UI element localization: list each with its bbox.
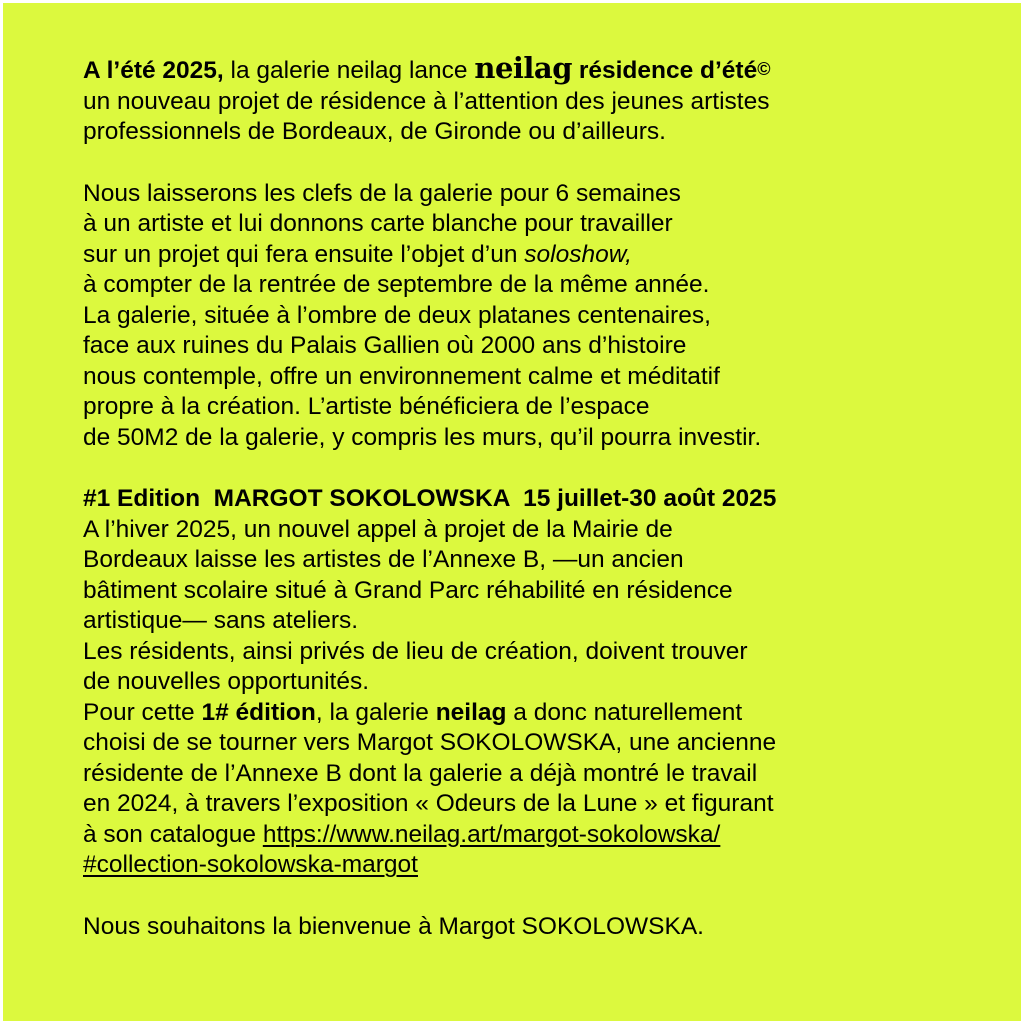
description-line: La galerie, située à l’ombre de deux platanes centenaires, [83, 301, 711, 329]
edition-line: résidente de l’Annexe B dont la galerie a déjà montré le travail [83, 759, 758, 787]
description-line: nous contemple, offre un environnement calme et méditatif [83, 362, 720, 390]
edition-line: bâtiment scolaire situé à Grand Parc réhabilité en résidence [83, 576, 733, 604]
description-line: Nous laisserons les clefs de la galerie pour 6 semaines [83, 179, 681, 207]
description-line: face aux ruines du Palais Gallien où 2000 ans d’histoire [83, 332, 687, 359]
catalogue-link-anchor[interactable]: #collection-sokolowska-margot [83, 851, 418, 878]
poster-content [83, 53, 983, 942]
edition-number: 1# édition [201, 698, 316, 726]
edition-line: de nouvelles opportunités. [83, 668, 370, 695]
closing-paragraph [83, 912, 983, 943]
intro-line-2: un nouveau projet de résidence à l’attention des jeunes artistes [83, 87, 770, 115]
intro-text: la galerie neilag lance [223, 57, 475, 84]
description-line: à compter de la rentrée de septembre de la même année. [83, 271, 710, 298]
edition-text: à son catalogue [83, 820, 263, 848]
edition-paragraph [83, 484, 983, 881]
intro-lead: A l’été 2025, [83, 57, 224, 84]
closing-line: Nous souhaitons la bienvenue à Margot SOKOLOWSKA. [83, 912, 704, 940]
gallery-name: neilag [435, 698, 507, 726]
edition-line: Les résidents, ainsi privés de lieu de création, doivent trouver [83, 637, 748, 665]
brand-logo: neilag [474, 51, 572, 85]
intro-paragraph [83, 53, 983, 148]
description-paragraph [83, 179, 983, 454]
edition-line: A l’hiver 2025, un nouvel appel à projet de la Mairie de [83, 515, 673, 543]
poster [3, 3, 1021, 1021]
edition-text: Pour cette [83, 698, 202, 726]
edition-text: a donc naturellement [506, 698, 743, 726]
edition-line: en 2024, à travers l’exposition « Odeurs de la Lune » et figurant [83, 790, 774, 817]
description-line: de 50M2 de la galerie, y compris les murs, qu’il pourra investir. [83, 423, 762, 451]
edition-line: artistique— sans ateliers. [83, 607, 359, 634]
edition-line [83, 698, 983, 729]
intro-line-3: professionnels de Bordeaux, de Gironde ou d’ailleurs. [83, 118, 666, 145]
description-line [83, 240, 983, 271]
edition-text: , la galerie [315, 698, 436, 726]
catalogue-link[interactable]: https://www.neilag.art/margot-sokolowska/ [262, 820, 721, 848]
edition-heading: #1 Edition MARGOT SOKOLOWSKA 15 juillet-30 août 2025 [83, 485, 777, 512]
copyright-mark: © [757, 59, 771, 79]
intro-line-1 [83, 53, 983, 87]
edition-line [83, 820, 983, 851]
edition-line: Bordeaux laisse les artistes de l’Annexe B, —un ancien [83, 546, 684, 573]
edition-line: choisi de se tourner vers Margot SOKOLOWSKA, une ancienne [83, 729, 777, 756]
description-text: sur un projet qui fera ensuite l’objet d’un [83, 240, 525, 268]
edition-line [83, 850, 983, 881]
soloshow-emphasis: soloshow, [524, 240, 632, 268]
residency-name: résidence d’été [578, 57, 758, 84]
description-line: propre à la création. L’artiste bénéficiera de l’espace [83, 393, 650, 420]
description-line: à un artiste et lui donnons carte blanche pour travailler [83, 210, 673, 237]
